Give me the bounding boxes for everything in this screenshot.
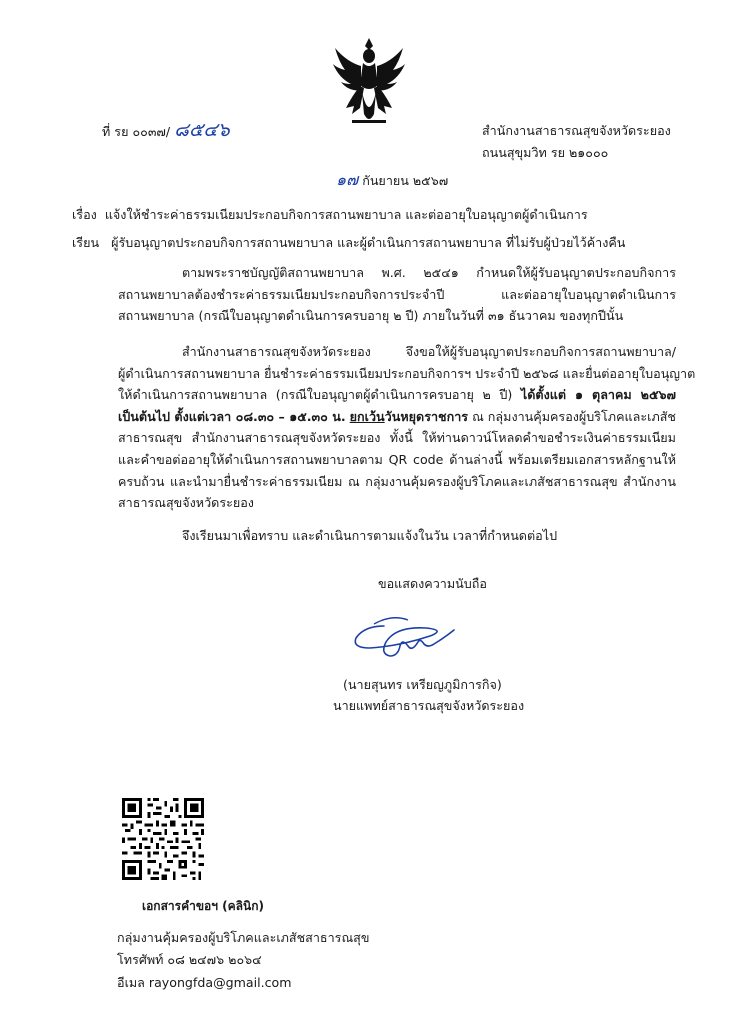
signer-name: (นายสุนทร เหรียญภูมิการกิจ) [343, 677, 502, 692]
document-number-handwritten: ๘๕๔๖ [174, 119, 230, 141]
paragraph-2-line [118, 406, 676, 428]
paragraph-2-line: สำนักงานสาธารณสุขจังหวัดระยอง จึงขอให้ผู้รับอนุญาตประกอบกิจการสถานพยาบาล/ [182, 344, 676, 359]
paragraph-1-line: สถานพยาบาล (กรณีใบอนุญาตดำเนินการครบอายุ ๒ ปี) ภายในวันที่ ๓๑ ธันวาคม ของทุกปีนั้น [118, 308, 624, 324]
recipient-text: ผู้รับอนุญาตประกอบกิจการสถานพยาบาล และผู้ดำเนินการสถานพยาบาล ที่ไม่รับผู้ป่วยไว้ค้างคืน [111, 235, 626, 250]
subject-line [72, 205, 588, 225]
paragraph-2 [118, 341, 696, 514]
organization-name: สำนักงานสาธารณสุขจังหวัดระยอง [482, 123, 671, 138]
paragraph-3: จึงเรียนมาเพื่อทราบ และดำเนินการตามแจ้งในวัน เวลาที่กำหนดต่อไป [182, 528, 558, 543]
paragraph-1 [118, 262, 676, 327]
garuda-emblem-icon [330, 36, 408, 126]
recipient-label: เรียน [72, 235, 100, 250]
document-number [102, 120, 230, 142]
paragraph-2-text: ณ กลุ่มงานคุ้มครองผู้บริโภคและเภสัช [472, 408, 676, 424]
footer-department: กลุ่มงานคุ้มครองผู้บริโภคและเภสัชสาธารณสุข [117, 930, 370, 945]
except-label: ยกเว้น [349, 408, 385, 424]
organization-address: ถนนสุขุมวิท รย ๒๑๐๐๐ [482, 145, 609, 160]
paragraph-1-line: สถานพยาบาลต้องชำระค่าธรรมเนียมประกอบกิจการประจำปี และต่ออายุใบอนุญาตดำเนินการ [118, 286, 676, 302]
paragraph-2-line: ครบถ้วน และนำมายื่นชำระค่าธรรมเนียม ณ กลุ่มงานคุ้มครองผู้บริโภคและเภสัชสาธารณสุข สำนักงาน [118, 473, 676, 489]
qr-caption: เอกสารคำขอฯ (คลินิก) [142, 899, 264, 913]
paragraph-2-line: ผู้ดำเนินการสถานพยาบาล ยื่นชำระค่าธรรมเนียมประกอบกิจการฯ ประจำปี ๒๕๖๘ และยื่นต่ออายุใบอนุญาต [118, 365, 696, 381]
closing-phrase: ขอแสดงความนับถือ [378, 576, 487, 591]
paragraph-2-line: สาธารณสุข สำนักงานสาธารณสุขจังหวัดระยอง ทั้งนี้ ให้ท่านดาวน์โหลดคำขอชำระเงินค่าธรรมเนียม [118, 430, 676, 446]
subject-label: เรื่อง [72, 207, 97, 222]
footer-phone: โทรศัพท์ ๐๘ ๒๔๗๖ ๒๐๖๔ [117, 952, 262, 967]
date-month-year: กันยายน ๒๕๖๗ [362, 173, 449, 188]
qr-code-image[interactable] [122, 798, 204, 880]
date-day-handwritten: ๑๗ [336, 170, 359, 189]
paragraph-2-line: และคำขอต่ออายุให้ดำเนินการสถานพยาบาลตาม QR code ด้านล่างนี้ พร้อมเตรียมเอกสารหลักฐานให้ [118, 451, 676, 467]
service-hours: เป็นต้นไป ตั้งแต่เวลา ๐๘.๓๐ – ๑๕.๓๐ น. [118, 408, 346, 424]
signer-title: นายแพทย์สาธารณสุขจังหวัดระยอง [333, 698, 525, 713]
paragraph-2-line: สาธารณสุขจังหวัดระยอง [118, 495, 254, 511]
recipient-line [72, 233, 625, 253]
letter-date [336, 170, 448, 191]
signature-image [344, 606, 474, 668]
footer-email[interactable]: อีเมล rayongfda@gmail.com [117, 975, 292, 990]
service-start-date: ได้ตั้งแต่ ๑ ตุลาคม ๒๕๖๗ [520, 387, 676, 403]
document-number-prefix: ที่ รย ๐๐๓๗/ [102, 124, 171, 139]
holiday-label: วันหยุดราชการ [384, 408, 469, 424]
paragraph-2-text: ให้ดำเนินการสถานพยาบาล (กรณีใบอนุญาตผู้ดำเนินการครบอายุ ๒ ปี) [118, 387, 513, 403]
paragraph-1-line: ตามพระราชบัญญัติสถานพยาบาล พ.ศ. ๒๕๔๑ กำหนดให้ผู้รับอนุญาตประกอบกิจการ [182, 265, 676, 280]
subject-text: แจ้งให้ชำระค่าธรรมเนียมประกอบกิจการสถานพยาบาล และต่ออายุใบอนุญาตผู้ดำเนินการ [104, 207, 588, 222]
paragraph-2-line [118, 384, 676, 406]
